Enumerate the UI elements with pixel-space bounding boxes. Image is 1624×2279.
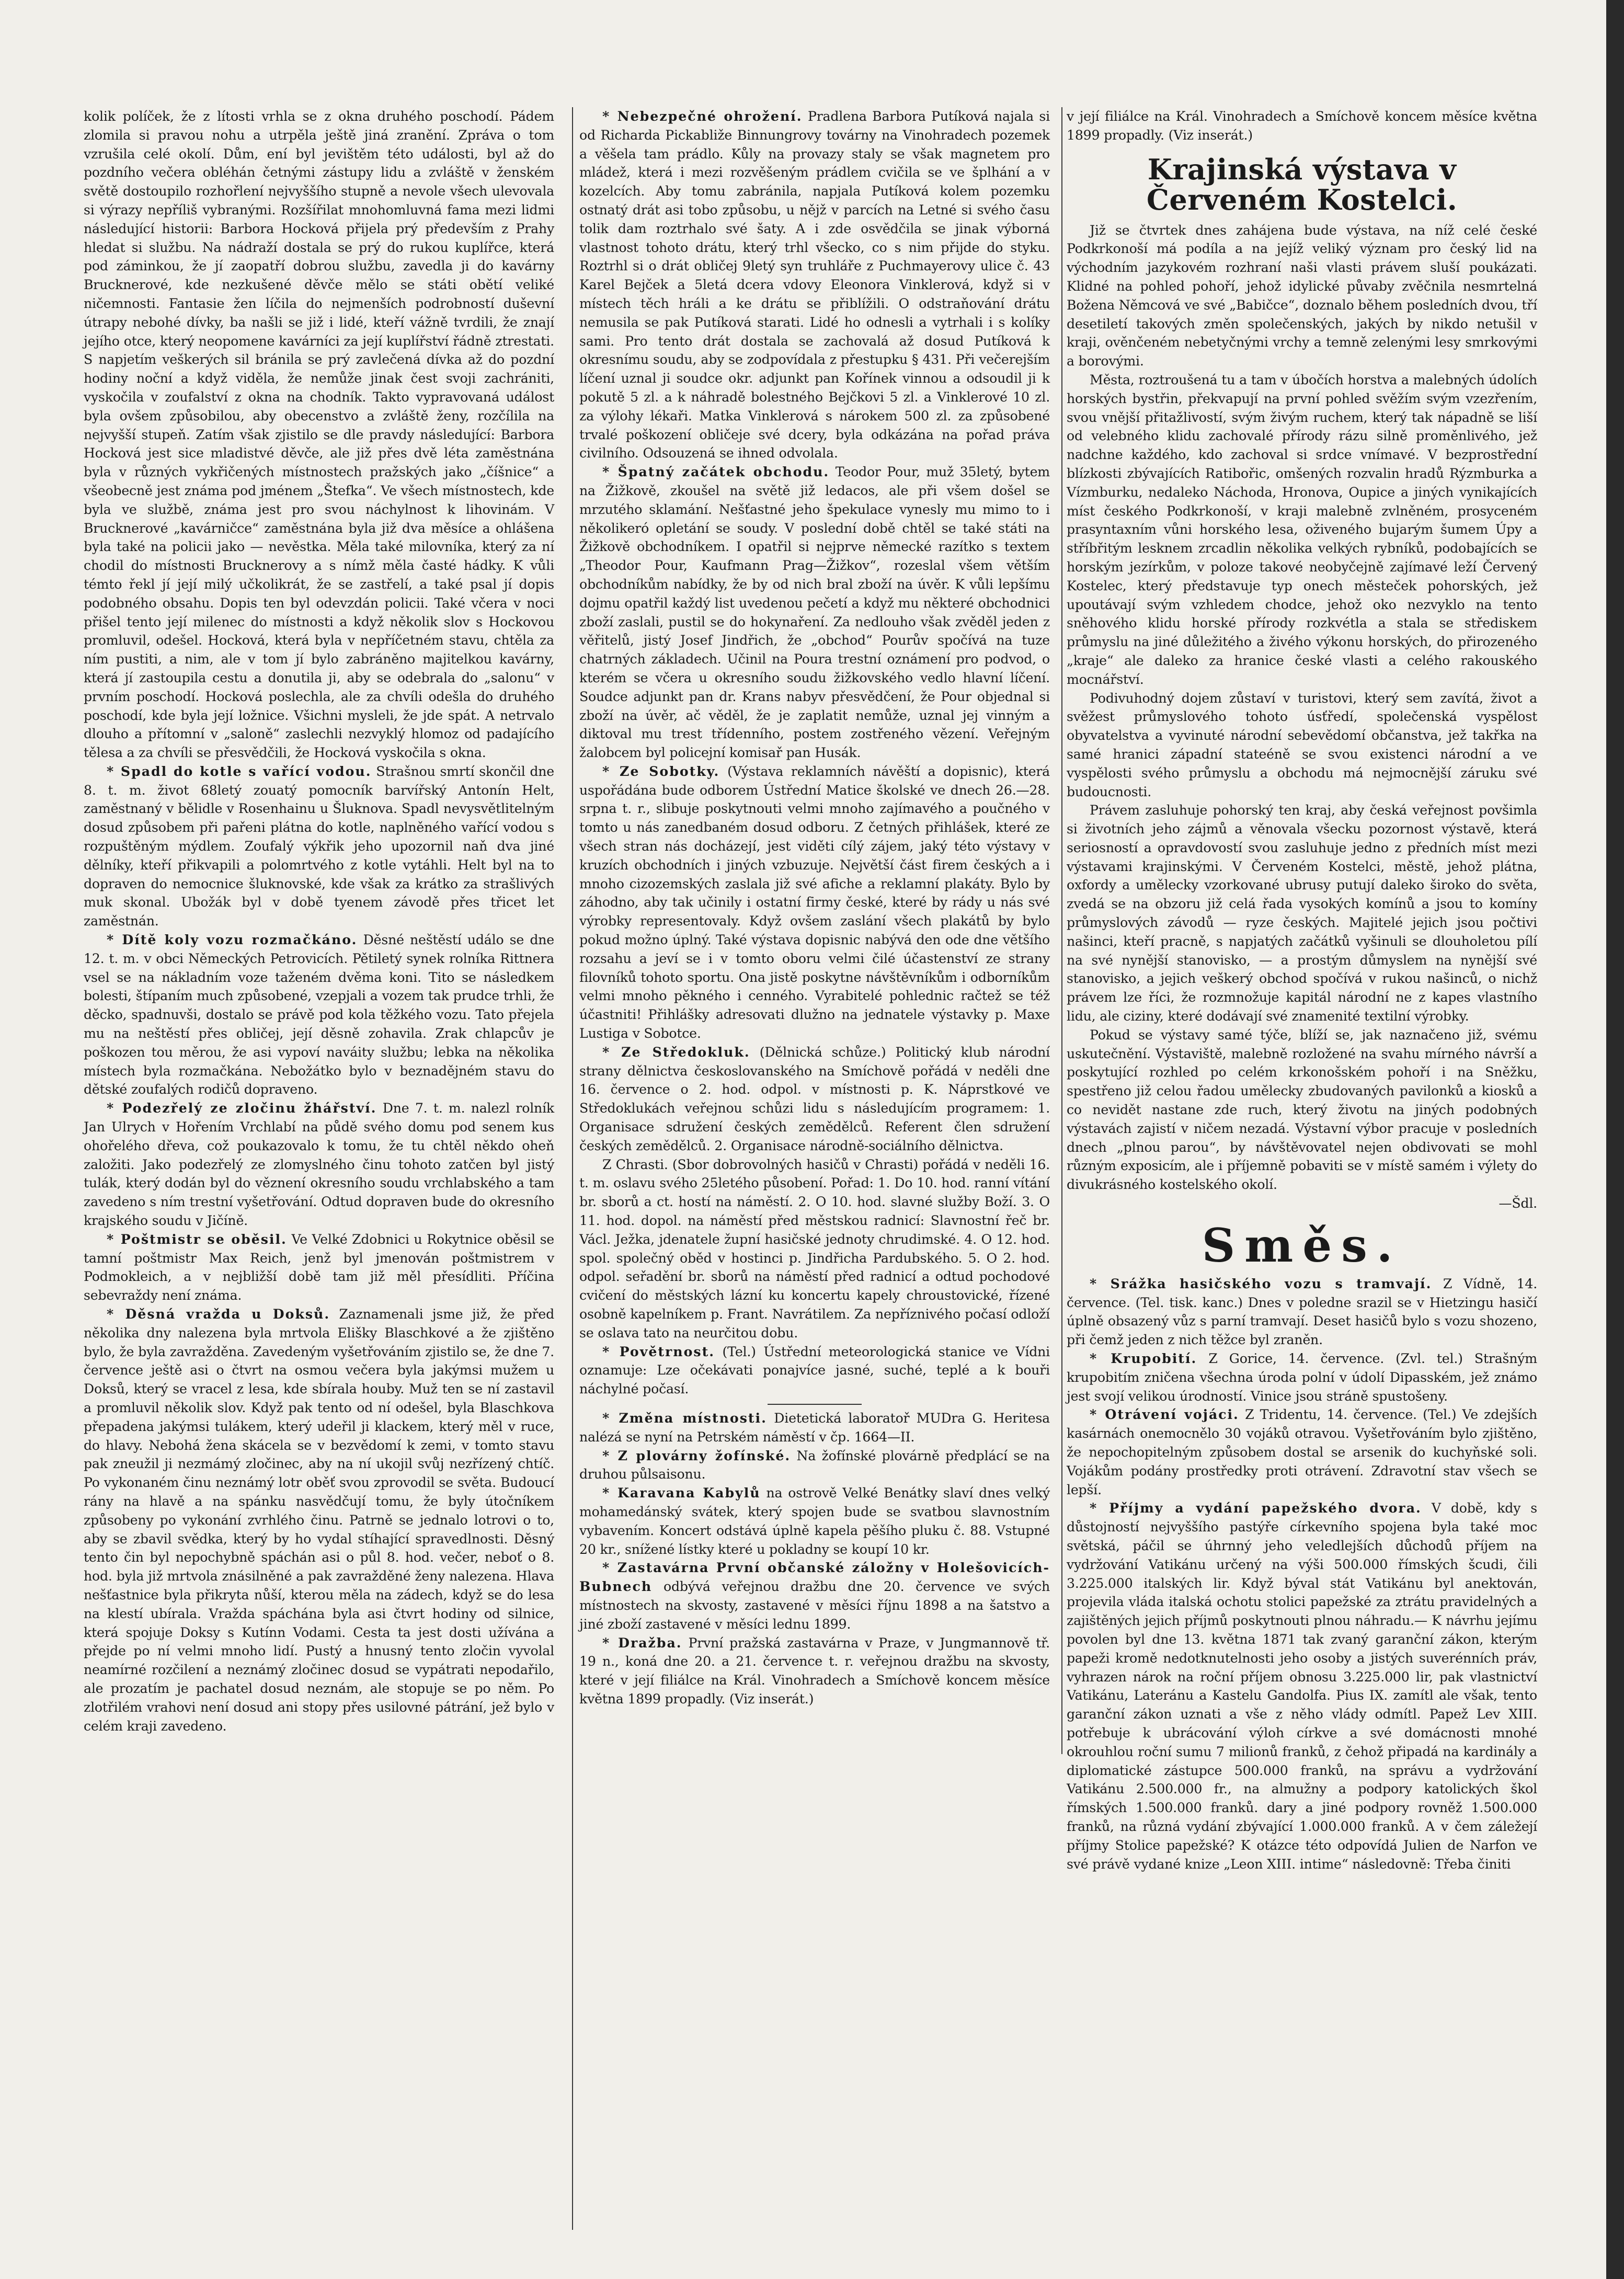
headline-papez: * Příjmy a vydání papežského dvora. <box>1090 1500 1422 1516</box>
article-srazka: Z Vídně, 14. července. (Tel. tisk. kanc.) Dnes v poledne srazil se v Hietzingu hasičí úplně obsazený vůz s parní tramvají. Deset hasičů bylo s vozu shozeno, při čemž jeden z nich těžce byl zraněn. <box>1067 1276 1537 1348</box>
feature-paragraph: Města, roztroušená tu a tam v úbočích horstva a malebných údolích horských bystřin, překvapují na první pohled svěžím svým vzezřením, svou vnější přitažlivostí, svým živým ruchem, který tak nápadně se liší od velebného klidu zachovalé přírody rázu silně proměnlivého, jež nadchne každého, kdo zachoval si srdce vnímavé. V bezprostřední blízkosti zbývajících Ratibořic, omšených rozvalin hradů Rýzmburka a Vízmburku, nedaleko Náchoda, Hronova, Oupice a jiných vynikajících míst českého Podkrkonoší, v kraji malebně zvlněném, prosyceném prasyntaxním vůni horského lesa, oživeného bujarým šumem Úpy a stříbřitým lesknem zrcadlin několika velkých rybníků, podobajících se horským jezírkům, v poloze takové neobyčejně zajímavé leží Červený Kostelec, který představuje typ onech městeček pohorských, jež upoutávají svým vzhledem chodce, jehož oko nezvyklo na tento sněhového klidu horské přírody rozkvétla a stala se střediskem průmyslu na jiné důležitého a živého výkonu horských, do přirozeného „kraje“ ale daleko za hranice české vlasti a celého rakouského mocnářství. <box>1067 372 1537 687</box>
headline-dite: * Dítě koly vozu rozmačkáno. <box>107 932 357 947</box>
article-vrazda: Zaznamenali jsme již, že před několika dny nalezena byla mrtvola Elišky Blaschkové a že zjištěno bylo, že byla zavražděna. Zavedeným vyšetřováním zjistilo se, že dne 7. července ještě asi o čtvrt na osmou večera byla jakýmsi mužem u Doksů, který se vracel z lesa, kde sbírala houby. Muž ten se ní zastavil a promluvil několik slov. Když pak tento od ní odešel, byla Blaschkova přepadena jakýmsi tulákem, který udeřil ji klackem, který měl v ruce, do hlavy. Nebohá žena skácela se v bezvědomí k zemi, v tomto stavu pak zneužil ji nezmámý zločinec, aby na ní ukojil svůj nezřízený chtíč. Po vykonaném činu neznámý lotr oběť svou zprovodil se světa. Budoucí rány na hlavě a na spánku nasvědčují tomu, že byly útočníkem způsobeny po vykonání zvrhlého činu. Patrně se jednalo lotrovi o to, aby se zbavil svědka, který by ho vydal stíhající spravedlnosti. Děsný tento čin byl nepochybně spáchán asi o půl 8. hod. večer, neboť o 8. hod. byla již mrtvola znásilněné a pak zavražděné ženy nalezena. Hlava nešťastnice byla přikryta nůší, kterou měla na zádech, když se do lesa na klestí ubírala. Vražda spáchána byla asi čtvrt hodiny od silnice, která spojuje Doksy s Kutínn Vodami. Cesta ta jest dosti užívána a přejde po ní velmi mnoho lidí. Pustý a hnusný tento zločin vyvolal neamírné rozčilení a neznámý zločinec dosud se vypátrati nepodařilo, ale prozatím je pachatel dosud neznám, ale stopuje se po něm. Po zlotřilém vrahovi není dosud ani stopy přes usilovné pátrání, jež bylo v celém kraji zavedeno. <box>84 1307 554 1734</box>
article-papez: V době, kdy s důstojností nejvyššího pastýře církevního spojena byla také moc světská, páčil se úhrnný jeho veledlejších důchodů příjem na vydržování Vatikánu určený na výši 500.000 římských šcudi, čili 3.225.000 italských lir. Když býval stát Vatikánu byl anektován, projevila vláda italská ochotu stolici papežské za ztrátu pravidelných a zajištěných jejich příjmů poskytnouti plnou náhradu.— K návrhu jejímu povolen byl dne 13. května 1871 tak zvaný garanční zákon, kterým papeži kromě nedotknutelnosti jeho osoby a jistých suverénních práv, vyhrazen nárok na roční příjem obnosu 3.225.000 lir, pak vlastnictví Vatikánu, Lateránu a Kastelu Gandolfa. Pius IX. zamítl ale však, tento garanční zákon uznati a vše z něho vlády odmítl. Papež Lev XIII. potřebuje k ubrácování výloh církve a své domácnosti mnohé okrouhlou roční sumu 7 milionů franků, z čehož připadá na kardinály a diplomatické zástupce 500.000 franků, na správu a vydržování Vatikánu 2.500.000 fr., na almužny a podpory katolických škol římských 1.500.000 franků. dary a jiné podpory rovněž 1.500.000 franků, na různá vydání zbývající 1.000.000 franků. A v čem záležejí příjmy Stolice papežské? K otázce této odpovídá Julien de Narfon ve své právě vydané knize „Leon XIII. intime“ následovně: Třeba činiti <box>1067 1501 1537 1872</box>
column-rule <box>572 107 573 2230</box>
article-ohrozeni: Pradlena Barbora Putíková najala si od Richarda Pickabliže Binnungrovy továrny na Vinohradech pozemek a věšela tam prádlo. Kůly na provazy staly se však magnetem pro mládež, která i mezi rozvěšeným prádlem cvičila se ve šplhání a v kozelcích. Aby tomu zabránila, napjala Putíková kolem pozemku ostnatý drát asi tobo způsobu, u nějž v parcích na Letné si svého času tolik dam roztrhalo své šaty. A i zde osvědčila se jinak výborná vlastnost tohoto drátu, který trhl všecko, co s nim přijde do styku. Roztrhl si o drát obličej 9letý syn truhláře z Puchmayerovy ulice č. 43 Karel Bejček a 5letá dcera vdovy Eleonora Vinklerová, když si v místech těch hráli a ke drátu se přiblížili. O odstraňování drátu nemusila se pak Putíková starati. Lidé ho odnesli a vytrhali i s kolíky sami. Pro tento drát dostala se zachovalá až dosud Putíková k okresnímu soudu, aby se zodpovídala z přestupku § 431. Při večerejším líčení uznal ji soudce okr. adjunkt pan Kořínek vinnou a odsoudil ji k pokutě 5 zl. a k náhradě bolestného Bejčkovi 5 zl. a Vinklerové 10 zl. za výlohy lékaři. Matka Vinklerová s nárokem 500 zl. za způsobené trvalé poškození obličeje své dcery, byla odkázána na pořad práva civilního. Odsouzená se ihned odvolala. <box>579 109 1050 461</box>
article-postmistr: Ve Velké Zdobnici u Rokytnice oběsil se tamní poštmistr Max Reich, jenž byl jmenován poštmistrem v Podmokleich, a v nejbližší době tam již měl přesídliti. Příčina sebevraždy není známa. <box>84 1231 554 1303</box>
headline-kotel: * Spadl do kotle s vařící vodou. <box>107 763 372 779</box>
headline-srazka: * Srážka hasičského vozu s tramvají. <box>1090 1276 1432 1291</box>
headline-vojaci: * Otrávení vojáci. <box>1090 1406 1239 1422</box>
column-1 <box>84 107 554 1735</box>
divider <box>768 1404 862 1405</box>
column-2 <box>579 107 1050 1709</box>
feature-paragraph: Pokud se výstavy samé týče, blíží se, jak naznačeno již, svému uskutečnění. Výstaviště, malebně rozložené na svahu mírného návrší a poskytující rozhled po celém krkonošském pohoří i na Sněžku, spestřeno již celou řadou umělecky zbudovaných pavilonků a kiosků a co nevidět nastane zde ruch, který životu na jiných podobných výstavách zajistí v ničem nezadá. Výstavní výbor pracuje v posledních dnech „plnou parou“, by návštěvovatel nejen obdivovati se mohl různým exposicím, ale i příjemně pobaviti se v místě samém i výlety do divukrásného kostelského okolí. <box>1067 1027 1537 1193</box>
headline-sobotka: * Ze Sobotky. <box>602 763 719 779</box>
article-plovarna: Na žofínské plovárně předplácí se na druhou půlsaisonu. <box>579 1448 1050 1482</box>
headline-obchod: * Špatný začátek obchodu. <box>602 464 829 479</box>
article-zastavarna: odbývá veřejnou dražbu dne 20. července ve svých místnostech na skvosty, zastavené v měsíci říjnu 1898 a na šatstvo a jiné zboží zastavené v měsíci lednu 1899. <box>579 1579 1050 1632</box>
column-3 <box>1067 107 1537 1873</box>
article-drazba-continued: v její filiálce na Král. Vinohradech a Smíchově koncem měsíce května 1899 propadly. (Viz inserát.) <box>1067 109 1537 143</box>
article-kotel: Strašnou smrtí skončil dne 8. t. m. život 68letý zouatý pomocník barvířský Antonín Helt, zaměstnaný v bělidle v Rosenhainu u Šluknova. Spadl nevysvětlitelným dosud způsobem při pařeni plátna do kotle, naplněného vařící vodou s rozpuštěným mýdlem. Zoufalý výkřik jeho upozornil naň dva jiné dělníky, kteří přikvapili a polomrtvého z kotle vytáhli. Helt byl na to dopraven do nemocnice šluknovské, kde však za krátko za strašlivých muk skonal. Ubožák byl v době tyenem závodě přes třicet let zaměstnán. <box>84 763 554 929</box>
article-strednokluky: (Dělnická schůze.) Politický klub národní strany dělnictva českoslovanského na Smíchově pořádá v neděli dne 16. července o 2. hod. odpol. v místnosti p. K. Náprstkové ve Středoklukách veřejnou schůzi lidu s následujícím programem: 1. Organisace sdružení českých zemědělců. Referent člen sdružení českých zemědělců. 2. Organisace národně-sociálního dělnictva. <box>579 1044 1050 1153</box>
column-rule <box>1061 107 1062 1754</box>
headline-mistnost: * Změna místnosti. <box>602 1410 767 1426</box>
article-vojaci: Z Tridentu, 14. července. (Tel.) Ve zdejších kasárnách onemocnělo 30 vojáků otravou. Vyšetřováním bylo zjištěno, že nepochopitelným způsobem dostal se arsenik do kuchyňské soli. Vojákům podány prostředky proti otrávení. Zdravotní stav všech se lepší. <box>1067 1407 1537 1497</box>
scan-edge <box>1606 0 1624 2279</box>
article-obchod: Teodor Pour, muž 35letý, bytem na Žižkově, zkoušel na světě již ledacos, ale při všem došel se mrzutého sklamání. Nešťastné jeho špekulace vynesly mu mimo to i několikeró opletání se soudy. V poslední době chtěl se také státi na Žižkově obchodníkem. I opatřil si nejprve německé razítko s textem „Theodor Pour, Kaufmann Prag—Žižkov“, rozeslal všem větším obchodníkům nabídky, že by od nich bral zboží na úvěr. K vůli lepšímu dojmu opatřil každý list uvedenou pečetí a když mu některé obchodnici zboží zaslali, pustil se do hokynaření. Za nedlouho však zvěděl jeden z věřitelů, jistý Josef Jindřich, že „obchod“ Pourův spočívá na tuze chatrných základech. Učinil na Poura trestní oznámení pro podvod, o kterém se včera u okresního soudu žižkovského vedlo hlavní líčení. Soudce adjunkt pan dr. Krans nabyv přesvědčení, že Pour objednal si zboží na úvěr, ač věděl, že je zaplatit nemůže, uznal jej vinným a diktoval mu trest třídenního, postem zostřeného vězení. Veřejným žalobcem byl policejní komisař pan Husák. <box>579 464 1050 761</box>
headline-ohrozeni: * Nebezpečné ohrožení. <box>602 108 803 124</box>
article-krupobiti: Z Gorice, 14. července. (Zvl. tel.) Strašným krupobitím zničena všechna úroda polní v údolí Dipasském, jež známo jest svojí velikou úrodností. Vinice jsou stráně spustošeny. <box>1067 1351 1537 1404</box>
article-zhar: Dne 7. t. m. nalezl rolník Jan Ulrych v Hořením Vrchlabí na půdě svého domu pod senem kus ohořelého dřeva, což poukazovalo k tomu, že tu chtěl někdo oheň založiti. Jako podezřelý ze zlomyslného činu tohoto zatčen byl jistý tulák, který dodán byl do věznení okresního soudu vrchlabského a tam zavedeno s ním trestní vyšetřování. Odtud dopraven bude do okresního krajského soudu v Jičíně. <box>84 1101 554 1229</box>
headline-postmistr: * Poštmistr se oběsil. <box>107 1231 287 1247</box>
headline-zastavarna: * Zastavárna První občanské záložny v Holešovicích-Bubnech <box>579 1560 1050 1594</box>
article-dite: Děsné neštěstí událo se dne 12. t. m. v obci Německých Petrovicích. Pětiletý synek rolníka Rittnera vsel se na nákladním voze taženém dvěma koni. Tito se následkem bolesti, štípaním much způsobené, vzepjali a vozem tak prudce trhli, že děcko, spadnuvši, dostalo se právě pod kola těžkého vozu. Tato přejela mu na neštěstí přes obličej, její děsně zohavila. Zrak chlapcův je poškozen tou měrou, že asi vypoví naváity službu; lebka na několika místech byla rozmačkána. Nebožátko bylo v beznadějném stavu do dětské zoufalých rodičů dopraveno. <box>84 932 554 1097</box>
headline-strednokluky: * Ze Středokluk. <box>602 1044 750 1060</box>
article-karavana: na ostrově Velké Benátky slaví dnes velký mohamedánský svátek, který spojen bude se svatbou slavnostním vybavením. Koncert odstává úplně kapela pěšího pluku č. 88. Vstupné 20 kr., snížené lístky které u pokladny se koupí 10 kr. <box>579 1485 1050 1557</box>
section-title-smes: Směs. <box>1202 1218 1402 1273</box>
article-drazba: První pražská zastavárna v Praze, v Jungmannově tř. 19 n., koná dne 20. a 21. července t. r. veřejnou dražbu na skvosty, které v její filiálce na Král. Vinohradech a Smíchově koncem měsíce května 1899 propadly. (Viz inserát.) <box>579 1635 1050 1707</box>
feature-signature: —Šdl. <box>1499 1196 1537 1211</box>
headline-krupobiti: * Krupobití. <box>1090 1350 1197 1366</box>
headline-zhar: * Podezřelý ze zločinu žhářství. <box>107 1100 376 1116</box>
feature-paragraph: Právem zasluhuje pohorský ten kraj, aby česká veřejnost povšimla si životních jeho zájmů a věnovala všecku pozornost výstavě, která seriosností a opravdovostí svou zasluhuje jedno z předních míst mezi výstavami krajinskými. V Červeném Kostelci, městě, jehož plátna, oxfordy a umělecky vzorkované ubrusy putují daleko široko do světa, zvedá se na obzoru již celá řada vysokých komínů a jsou to komíny průmyslových závodů — ryze českých. Majitelé jejich jsou počtivi našinci, kteří pracně, s napjatých začátků vyšinuli se dlouholetou pílí na své nynější stanovisko, — a prostým důmyslem na nynější své stanovisko, a jejich veškerý obchod spočívá v rukou našinců, o nichž právem lze říci, že rozmnožuje kapitál národní ne z kapes vlastního lidu, ale ciziny, které dodávají své znamenité textilní výrobky. <box>1067 803 1537 1024</box>
headline-plovarna: * Z plovárny žofínské. <box>602 1448 791 1463</box>
article-chrast: Z Chrasti. (Sbor dobrovolných hasičů v Chrasti) pořádá v neděli 16. t. m. oslavu svého 25letého působení. Pořad: 1. Do 10. hod. ranní vítání br. sborů a ct. hostí na náměstí. 2. O 10. hod. slavné služby Boží. 3. O 11. hod. dopol. na náměstí před městskou radnicí: Slavnostní řeč br. Václ. Ježka, jdenatele župní hasičské jednoty chrudimské. 4. O 12. hod. spol. společný oběd v hostinci p. Jindřicha Pardubského. 5. O 2. hod. odpol. seřadění br. sborů na náměstí před radnicí a odtud pochodové cvičení do městských lázní ku koncertu kapely chroustovické, řízené osobně kapelníkem p. Frant. Navrátilem. Za nepříznivého počasí odloží se oslava tato na neurčitou dobu. <box>579 1156 1050 1341</box>
headline-povetrnost: * Povětrnost. <box>602 1344 715 1359</box>
headline-vrazda: * Děsná vražda u Doksů. <box>107 1306 330 1322</box>
headline-drazba: * Dražba. <box>602 1635 682 1651</box>
headline-karavana: * Karavana Kabylů <box>602 1485 761 1501</box>
article-sobotka: (Výstava reklamních návěští a dopisnic), která uspořádána bude odborem Ústřední Matice školské ve dnech 26.—28. srpna t. r., slibuje poskytnouti velmi mnoho zajímavého a poučného v tomto u nás zanedbaném dosud odboru. Z četných přihlášek, které ze všech stran nás docházejí, jest viděti cílý zájem, jaký této výstavy v kruzích obchodních i jiných vzbuzuje. Největší část firem českých a i mnoho cizozemských zaslala již své afiche a reklamní plakáty. Bylo by záhodno, aby tak učinily i ostatní firmy české, které by rády u nás své výrobky representovaly. Když ovšem zaslání všech plakátů by bylo pokud možno úplný. Také výstava dopisnic nabývá den ode dne většího rozsahu a jeví se i v tomto oboru velmi čilé účastenství ze strany filovníků tohoto sportu. Ona jistě poskytne návštěvníkům i odborníkům velmi mnoho pěkného i cenného. Vyrabitelé pohlednic račtež se též účastniti! Přihlášky adresovati dlužno na jednatele výstavky p. Maxe Lustiga v Sobotce. <box>579 763 1050 1041</box>
feature-title: Krajinská výstava v Červeném Kostelci. <box>1146 152 1458 216</box>
article-povetrnost: (Tel.) Ústřední meteorologická stanice ve Vídni oznamuje: Lze očekávati ponajvíce jasné, suché, teplé a k bouři náchylné počasí. <box>579 1344 1050 1397</box>
article-mistnost: Dietetická laboratoř MUDra G. Heritesa nalézá se nyní na Petrském náměstí v čp. 1664—II. <box>579 1410 1050 1445</box>
feature-paragraph: Podivuhodný dojem zůstaví v turistovi, který sem zavítá, život a svěžest průmyslového tohoto úsťředí, společenská vyspělost obyvatelstva a vyvinuté národní sebevědomí občanstva, jež takřka na samé hranici západní stateéně se svou existenci národní a ve vyspělosti svého průmyslu a obchodu má nejmocnější záruku své budoucnosti. <box>1067 690 1537 799</box>
feature-paragraph: Již se čtvrtek dnes zahájena bude výstava, na níž celé české Podkrkonoší má podíla a na jejíž veliký význam pro český lid na východním jazykovém rozhraní naši vlasti právem sluší poukázati. Klidné na pohled pohoří, jehož idylické půvaby zvěčnila nesmrtelná Božena Němcová ve své „Babičce“, doznalo během posledních dvou, tří desetiletí takových změn společenských, jakých by nikdo netušil v kraji, ověnčeném nebetyčnými vrchy a temně zelenými lesy smrkovými a borovými. <box>1067 222 1537 369</box>
article-hockova: kolik políček, že z lítosti vrhla se z okna druhého poschodí. Pádem zlomila si pravou nohu a utrpěla ještě jiná zranění. Zpráva o tom vzrušila celé okolí. Dům, ení byl jevištěm této události, byl až do pozdního večera obléhán četnými zástupy lidu a zvláště v ženském světě dostoupilo rozhořlení nejvyššího stupně a nevole všech ulevovala si výrazy nepříliš vybranými. Rozšířilat mnohomluvná fama mezi lidmi následující historii: Barbora Hocková přijela prý především z Prahy hledat si službu. Na nádraží dostala se prý do rukou kuplířce, která pod záminkou, že jí zaopatří dobrou službu, zavedla ji do kavárny Brucknerové, kde nezkušené děvče mělo se státi obětí veliké ničemnosti. Fantasie žen líčila do nejmenších podrobností duševní útrapy nebohé dívky, ba našli se již i lidé, kteří vážně tvrdili, že znají jejího otce, který neopomene kavárníci za její kuplířství řádně ztrestati. S napjetím veškerých sil bránila se prý zavlečená dívka až do pozdní hodiny noční a když viděla, že nemůže jinak čest svoji zachrániti, vyskočila v zoufalství z okna na chodník. Takto vypravovaná událost byla ovšem způsobilou, aby obecenstvo a zvláště ženy, rozčílila na nejvyšší stupeň. Zatím však zjistilo se dle pravdy následující: Barbora Hocková jest sice mladistvé děvče, ale již přes dvě léta zaměstnána byla v různých vykřičených místnostech pražských jako „číšnice“ a všeobecně jest známa pod jménem „Štefka“. Ve všech místnostech, kde byla ve službě, známa jest pro svou náchylnost k lihovinám. V Brucknerové „kavárničce“ zaměstnána byla již dva měsíce a ohlášena byla také na policii jako — nevěstka. Měla také milovníka, který za ní chodil do místnosti Brucknerovy a s nímž měla časté hádky. K vůli témto řekl jí její milý učkolikrát, že se zastřelí, a také psal jí dopis podobného obsahu. Dopis ten byl odevzdán policii. Také včera v noci přišel tento její milenec do místnosti a když několik slov s Hockovou promluvil, odešel. Hocková, která byla v nepříčetném stavu, chtěla za ním pustiti, a nim, ale v tom jí bylo zabráněno majitelkou kavárny, která jí zastoupila cestu a donutila ji, aby se odebrala do „salonu“ v prvním poschodí. Hocková poslechla, ale za chvíli odešla do druhého poschodí, kde byla její ložnice. Všichni mysleli, že jde spát. A netrvalo dlouho a přítomní v „saloně“ zaslechli nezvyklý hlomoz od padajícího tělesa a za chvíli se přesvědčili, že Hocková vyskočila s okna. <box>84 109 554 761</box>
